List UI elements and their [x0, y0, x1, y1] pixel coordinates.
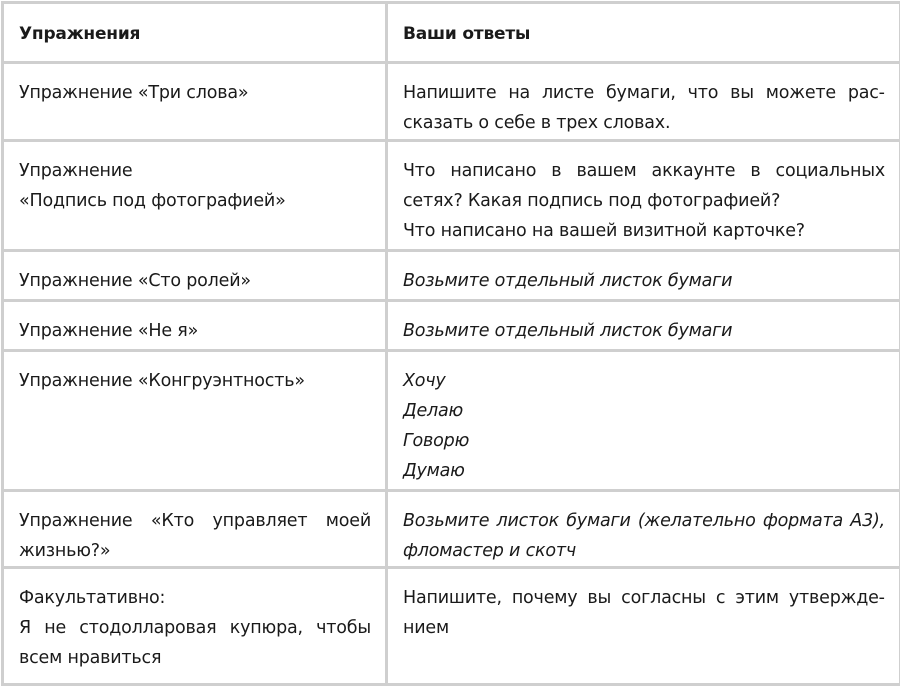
table-row	[3, 351, 900, 491]
exercise-text: Я не стодолларовая купюра, чтобы всем нравиться	[19, 613, 371, 673]
exercise-text: Упражнение «Три слова»	[19, 78, 371, 108]
exercise-text: Упражнение «Конгруэнтность»	[19, 366, 371, 396]
exercise-cell	[3, 351, 387, 491]
exercise-text: Упражнение «Сто ролей»	[19, 266, 371, 296]
answer-text: Делаю	[403, 396, 885, 426]
table-row	[3, 301, 900, 351]
answer-text: Думаю	[403, 456, 885, 486]
table-row	[3, 568, 900, 685]
exercise-cell	[3, 63, 387, 141]
table-row	[3, 491, 900, 568]
table-row	[3, 141, 900, 251]
exercise-cell	[3, 251, 387, 301]
exercise-text: Факультативно:	[19, 583, 371, 613]
answer-text: Напишите на листе бумаги, что вы можете рассказать о себе в трех словах.	[403, 78, 885, 138]
answer-cell	[387, 491, 900, 568]
header-your-answers: Ваши ответы	[387, 3, 900, 63]
table-row	[3, 251, 900, 301]
table-row	[3, 63, 900, 141]
answer-text: Возьмите отдельный листок бумаги	[403, 316, 885, 346]
answer-cell	[387, 141, 900, 251]
answer-text: Напишите, почему вы согласны с этим утверждением	[403, 583, 885, 643]
table-header-row	[3, 3, 900, 63]
answer-cell	[387, 63, 900, 141]
header-exercises: Упражнения	[3, 3, 387, 63]
exercise-cell	[3, 301, 387, 351]
exercise-cell	[3, 491, 387, 568]
answer-cell	[387, 568, 900, 685]
answer-cell	[387, 301, 900, 351]
exercise-cell	[3, 568, 387, 685]
answer-text: Что написано на вашей визитной карточке?	[403, 216, 885, 246]
exercise-text: Упражнение «Не я»	[19, 316, 371, 346]
exercise-text: Упражнение	[19, 156, 371, 186]
answer-text: Хочу	[403, 366, 885, 396]
answer-text: Говорю	[403, 426, 885, 456]
exercise-cell	[3, 141, 387, 251]
exercise-text: «Подпись под фотографией»	[19, 186, 371, 216]
exercises-table	[1, 1, 900, 686]
answer-text: Возьмите отдельный листок бумаги	[403, 266, 885, 296]
answer-text: Возьмите листок бумаги (желательно формата А3), фломастер и скотч	[403, 506, 885, 566]
exercise-text: Упражнение «Кто управляет моей жизнью?»	[19, 506, 371, 566]
answer-cell	[387, 351, 900, 491]
answer-text: Что написано в вашем аккаунте в социальных сетях? Какая подпись под фотографией?	[403, 156, 885, 216]
answer-cell	[387, 251, 900, 301]
